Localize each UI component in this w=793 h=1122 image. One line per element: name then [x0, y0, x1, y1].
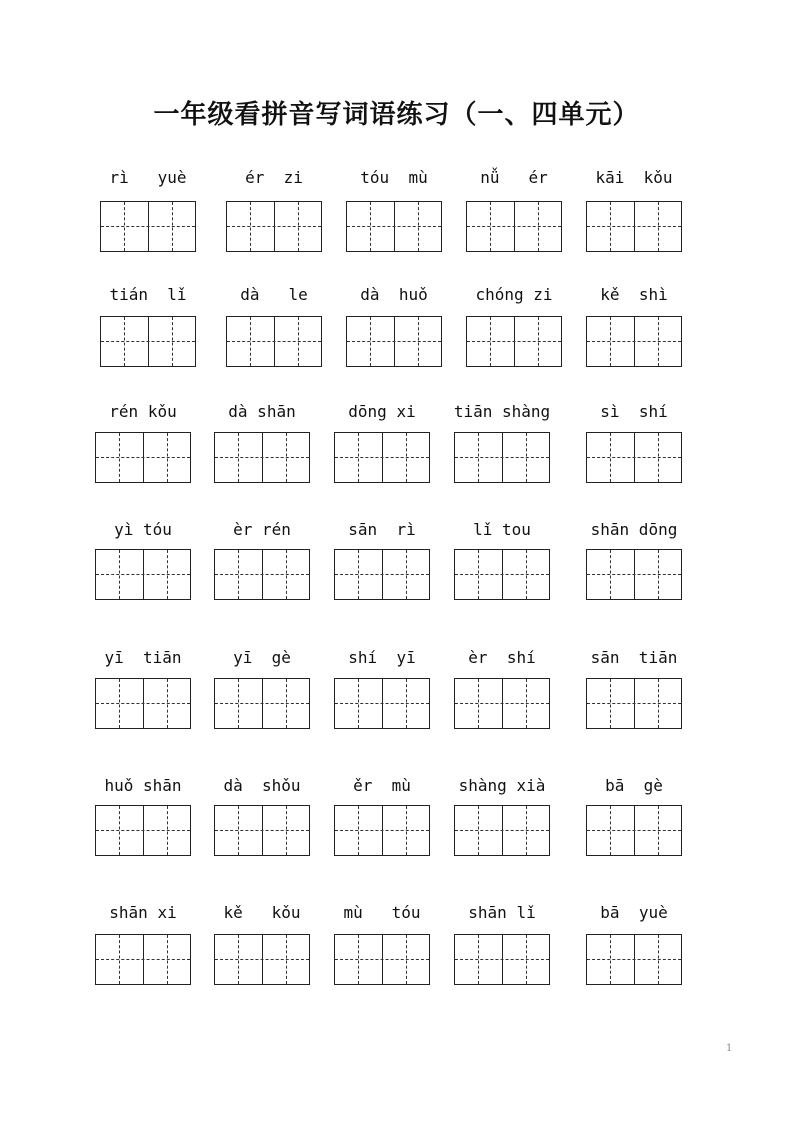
pinyin-label: tiān shàng [453, 402, 551, 421]
grid-guide-line [101, 226, 195, 227]
grid-guide-line [96, 457, 190, 458]
writing-grid-box[interactable] [214, 432, 310, 483]
writing-grid-box[interactable] [95, 934, 191, 985]
pinyin-label: shàng xià [458, 776, 546, 795]
grid-guide-line [96, 574, 190, 575]
writing-grid-box[interactable] [95, 805, 191, 856]
pinyin-label: chóng zi [475, 285, 553, 304]
grid-guide-line [215, 959, 309, 960]
pinyin-label: shān xi [109, 903, 177, 922]
writing-grid-box[interactable] [454, 549, 550, 600]
writing-grid-box[interactable] [214, 549, 310, 600]
pinyin-label: kě kǒu [223, 903, 301, 922]
grid-guide-line [96, 959, 190, 960]
writing-grid-box[interactable] [586, 678, 682, 729]
pinyin-label: huǒ shān [104, 776, 182, 795]
grid-guide-line [467, 341, 561, 342]
grid-guide-line [347, 341, 441, 342]
grid-guide-line [455, 574, 549, 575]
grid-guide-line [96, 830, 190, 831]
grid-guide-line [335, 703, 429, 704]
writing-grid-box[interactable] [214, 805, 310, 856]
page-title: 一年级看拼音写词语练习（一、四单元） [153, 100, 640, 130]
page-number: 1 [726, 1043, 733, 1054]
pinyin-label: kāi kǒu [595, 168, 673, 187]
grid-guide-line [467, 226, 561, 227]
writing-grid-box[interactable] [586, 201, 682, 252]
grid-guide-line [96, 703, 190, 704]
writing-grid-box[interactable] [226, 316, 322, 367]
writing-grid-box[interactable] [454, 934, 550, 985]
pinyin-label: dà le [240, 285, 308, 304]
grid-guide-line [455, 703, 549, 704]
writing-grid-box[interactable] [226, 201, 322, 252]
writing-grid-box[interactable] [454, 678, 550, 729]
pinyin-label: dà shǒu [223, 776, 301, 795]
writing-grid-box[interactable] [466, 201, 562, 252]
pinyin-label: shān dōng [590, 520, 678, 539]
grid-guide-line [587, 959, 681, 960]
writing-grid-box[interactable] [334, 678, 430, 729]
writing-grid-box[interactable] [454, 432, 550, 483]
pinyin-label: sì shí [600, 402, 668, 421]
writing-grid-box[interactable] [100, 316, 196, 367]
grid-guide-line [215, 574, 309, 575]
writing-grid-box[interactable] [346, 316, 442, 367]
grid-guide-line [215, 703, 309, 704]
grid-guide-line [335, 574, 429, 575]
pinyin-label: rì yuè [109, 168, 187, 187]
pinyin-label: yī gè [233, 648, 291, 667]
pinyin-label: èr rén [233, 520, 291, 539]
pinyin-label: dōng xi [348, 402, 416, 421]
grid-guide-line [335, 959, 429, 960]
pinyin-label: rén kǒu [109, 402, 177, 421]
grid-guide-line [587, 830, 681, 831]
grid-guide-line [587, 703, 681, 704]
writing-grid-box[interactable] [586, 934, 682, 985]
grid-guide-line [227, 341, 321, 342]
pinyin-label: ér zi [245, 168, 303, 187]
pinyin-label: mù tóu [343, 903, 421, 922]
grid-guide-line [215, 457, 309, 458]
writing-grid-box[interactable] [95, 549, 191, 600]
pinyin-label: dà huǒ [360, 285, 428, 304]
writing-grid-box[interactable] [214, 678, 310, 729]
grid-guide-line [227, 226, 321, 227]
pinyin-label: tóu mù [360, 168, 428, 187]
writing-grid-box[interactable] [214, 934, 310, 985]
grid-guide-line [587, 341, 681, 342]
grid-guide-line [587, 457, 681, 458]
pinyin-label: nǚ ér [480, 168, 548, 187]
pinyin-label: sān rì [348, 520, 416, 539]
writing-grid-box[interactable] [95, 432, 191, 483]
writing-grid-box[interactable] [586, 432, 682, 483]
grid-guide-line [455, 830, 549, 831]
pinyin-label: ěr mù [353, 776, 411, 795]
grid-guide-line [335, 457, 429, 458]
pinyin-label: sān tiān [590, 648, 678, 667]
pinyin-label: shí yī [348, 648, 416, 667]
pinyin-label: bā yuè [600, 903, 668, 922]
pinyin-label: bā gè [605, 776, 663, 795]
writing-grid-box[interactable] [334, 805, 430, 856]
writing-grid-box[interactable] [586, 805, 682, 856]
grid-guide-line [347, 226, 441, 227]
pinyin-label: yī tiān [104, 648, 182, 667]
writing-grid-box[interactable] [100, 201, 196, 252]
writing-grid-box[interactable] [346, 201, 442, 252]
pinyin-label: èr shí [468, 648, 536, 667]
writing-grid-box[interactable] [586, 316, 682, 367]
grid-guide-line [455, 457, 549, 458]
writing-grid-box[interactable] [334, 934, 430, 985]
grid-guide-line [215, 830, 309, 831]
writing-grid-box[interactable] [466, 316, 562, 367]
grid-guide-line [335, 830, 429, 831]
pinyin-label: yì tóu [114, 520, 172, 539]
grid-guide-line [587, 574, 681, 575]
writing-grid-box[interactable] [334, 432, 430, 483]
pinyin-label: lǐ tou [473, 520, 531, 539]
grid-guide-line [101, 341, 195, 342]
writing-grid-box[interactable] [95, 678, 191, 729]
grid-guide-line [587, 226, 681, 227]
writing-grid-box[interactable] [586, 549, 682, 600]
pinyin-label: kě shì [600, 285, 668, 304]
grid-guide-line [455, 959, 549, 960]
pinyin-label: dà shān [228, 402, 296, 421]
pinyin-label: shān lǐ [468, 903, 536, 922]
pinyin-label: tián lǐ [109, 285, 187, 304]
writing-grid-box[interactable] [334, 549, 430, 600]
writing-grid-box[interactable] [454, 805, 550, 856]
